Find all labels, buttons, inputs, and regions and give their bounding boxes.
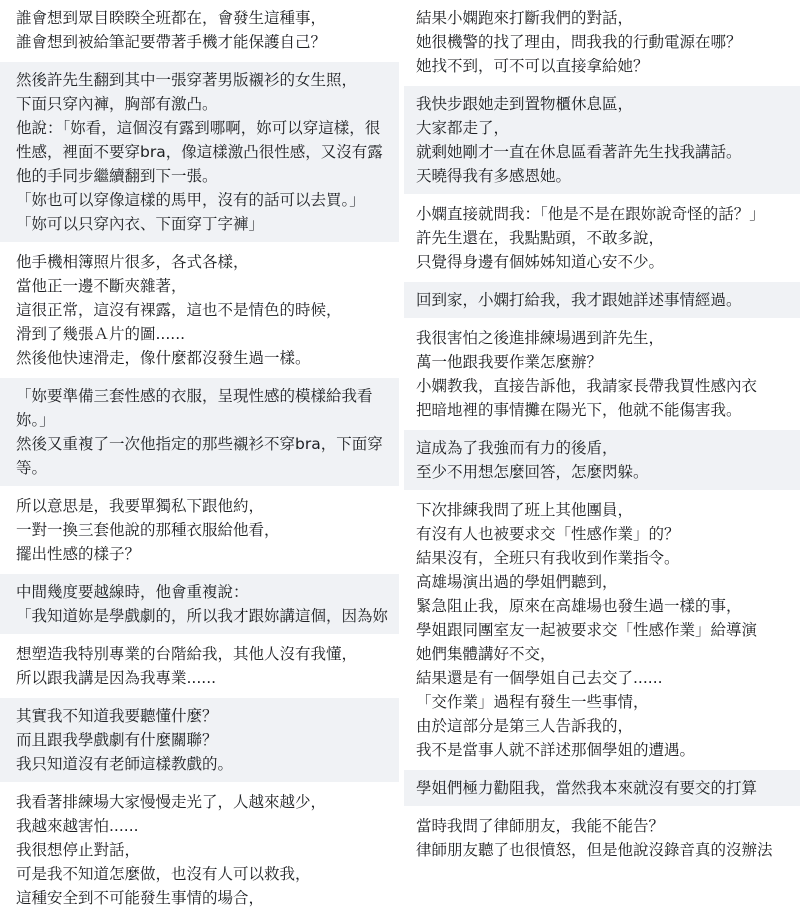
paragraph-line: 「妳要準備三套性感的衣服，呈現性感的模樣給我看 bbox=[16, 387, 373, 405]
paragraph-line: 學姐們極力勸阻我，當然我本來就沒有要交的打算 bbox=[416, 779, 758, 797]
paragraph-line: 我很想停止對話， bbox=[16, 841, 141, 859]
paragraph-line: 結果小嫻跑來打斷我們的對話， bbox=[416, 9, 634, 27]
paragraph-line: 許先生還在，我點點頭，不敢多說， bbox=[416, 229, 665, 247]
paragraph-line: 妳。」 bbox=[16, 411, 55, 429]
paragraph-line: 我只知道沒有老師這樣教戲的。 bbox=[16, 755, 234, 773]
paragraph-line: 「我知道妳是學戲劇的，所以我才跟妳講這個，因為妳 bbox=[16, 607, 389, 625]
paragraph-line: 「妳可以只穿內衣、下面穿丁字褲」 bbox=[16, 215, 265, 233]
paragraph-block bbox=[404, 430, 800, 490]
paragraph-block bbox=[0, 378, 399, 486]
paragraph-line: 她很機警的找了理由，問我我的行動電源在哪？ bbox=[416, 33, 742, 51]
paragraph-line: 我越來越害怕...... bbox=[16, 817, 139, 835]
paragraph-line: 天曉得我有多感恩她。 bbox=[416, 167, 572, 185]
paragraph-line: 「妳也可以穿像這樣的馬甲，沒有的話可以去買。」 bbox=[16, 191, 365, 209]
paragraph-line: 這很正常，這沒有裸露，這也不是情色的時候， bbox=[16, 301, 342, 319]
paragraph-block bbox=[0, 244, 399, 376]
paragraph-line: 然後他快速滑走，像什麼都沒發生過一樣。 bbox=[16, 349, 311, 367]
paragraph-line: 一對一換三套他說的那種衣服給他看， bbox=[16, 521, 280, 539]
paragraph-block bbox=[404, 0, 800, 84]
paragraph-line: 我快步跟她走到置物櫃休息區， bbox=[416, 95, 634, 113]
paragraph-line: 大家都走了， bbox=[416, 119, 510, 137]
paragraph-line: 他的手同步繼續翻到下一張。 bbox=[16, 167, 218, 185]
paragraph-line: 由於這部分是第三人告訴我的， bbox=[416, 717, 634, 735]
paragraph-line: 學姐跟同團室友一起被要求交「性感作業」給導演 bbox=[416, 621, 758, 639]
paragraph-line: 回到家，小嫻打給我，我才跟她詳述事情經過。 bbox=[416, 291, 742, 309]
paragraph-line: 律師朋友聽了也很憤怒，但是他說沒錄音真的沒辦法 bbox=[416, 841, 773, 859]
paragraph-line: 所以跟我講是因為我專業...... bbox=[16, 669, 217, 687]
paragraph-line: 當時我問了律師朋友，我能不能告？ bbox=[416, 817, 665, 835]
paragraph-line: 小嫻直接就問我：「他是不是在跟妳說奇怪的話？」 bbox=[416, 205, 765, 223]
paragraph-block bbox=[404, 808, 800, 868]
paragraph-line: 下次排練我問了班上其他團員， bbox=[416, 501, 634, 519]
paragraph-line: 我不是當事人就不詳述那個學姐的遭遇。 bbox=[416, 741, 696, 759]
paragraph-line: 然後許先生翻到其中一張穿著男版襯衫的女生照， bbox=[16, 71, 358, 89]
paragraph-line: 結果沒有，全班只有我收到作業指令。 bbox=[416, 549, 680, 567]
paragraph-line: 下面只穿內褲，胸部有激凸。 bbox=[16, 95, 218, 113]
paragraph-line: 性感，裡面不要穿bra，像這樣激凸很性感，又沒有露 bbox=[16, 143, 383, 161]
paragraph-line: 小嫻教我，直接告訴他，我請家長帶我買性感內衣 bbox=[416, 377, 758, 395]
paragraph-line: 這成為了我強而有力的後盾， bbox=[416, 439, 618, 457]
paragraph-block bbox=[404, 320, 800, 428]
paragraph-line: 然後又重複了一次他指定的那些襯衫不穿bra，下面穿 bbox=[16, 435, 383, 453]
paragraph-line: 他說：「妳看，這個沒有露到哪啊，妳可以穿這樣，很 bbox=[16, 119, 381, 137]
paragraph-line: 她們集體講好不交， bbox=[416, 645, 556, 663]
paragraph-block bbox=[404, 282, 800, 318]
paragraph-line: 當他正一邊不斷夾雜著， bbox=[16, 277, 187, 295]
paragraph-line: 其實我不知道我要聽懂什麼？ bbox=[16, 707, 218, 725]
paragraph-line: 可是我不知道怎麼做，也沒有人可以救我， bbox=[16, 865, 311, 883]
paragraph-block bbox=[0, 784, 399, 916]
paragraph-line: 緊急阻止我，原來在高雄場也發生過一樣的事， bbox=[416, 597, 742, 615]
paragraph-block bbox=[404, 492, 800, 768]
paragraph-line: 想塑造我特別專業的台階給我，其他人沒有我懂， bbox=[16, 645, 358, 663]
left-text-column bbox=[0, 0, 399, 907]
paragraph-line: 這種安全到不可能發生事情的場合， bbox=[16, 889, 265, 907]
paragraph-line: 只覺得身邊有個姊姊知道心安不少。 bbox=[416, 253, 665, 271]
paragraph-block bbox=[0, 488, 399, 572]
paragraph-line: 「交作業」過程有發生一些事情， bbox=[416, 693, 649, 711]
paragraph-line: 結果還是有一個學姐自己去交了...... bbox=[416, 669, 663, 687]
paragraph-line: 擺出性感的樣子？ bbox=[16, 545, 141, 563]
paragraph-line: 誰會想到被給筆記要帶著手機才能保護自己？ bbox=[16, 33, 327, 51]
paragraph-line: 她找不到，可不可以直接拿給她？ bbox=[416, 57, 649, 75]
right-text-column bbox=[404, 0, 800, 859]
paragraph-line: 把暗地裡的事情攤在陽光下，他就不能傷害我。 bbox=[416, 401, 742, 419]
paragraph-block bbox=[0, 698, 399, 782]
paragraph-block bbox=[404, 86, 800, 194]
paragraph-line: 所以意思是，我要單獨私下跟他約， bbox=[16, 497, 265, 515]
paragraph-line: 萬一他跟我要作業怎麼辦？ bbox=[416, 353, 603, 371]
paragraph-block bbox=[0, 62, 399, 242]
paragraph-block bbox=[0, 0, 399, 60]
paragraph-block bbox=[0, 636, 399, 696]
paragraph-line: 而且跟我學戲劇有什麼關聯？ bbox=[16, 731, 218, 749]
paragraph-block bbox=[0, 574, 399, 634]
paragraph-block bbox=[404, 770, 800, 806]
paragraph-line: 高雄場演出過的學姐們聽到， bbox=[416, 573, 618, 591]
paragraph-line: 誰會想到眾目睽睽全班都在，會發生這種事， bbox=[16, 9, 327, 27]
paragraph-line: 中間幾度要越線時，他會重複說： bbox=[16, 583, 249, 601]
paragraph-line: 至少不用想怎麼回答，怎麼閃躲。 bbox=[416, 463, 649, 481]
paragraph-line: 等。 bbox=[16, 459, 48, 477]
paragraph-line: 就剩她剛才一直在休息區看著許先生找我講話。 bbox=[416, 143, 742, 161]
paragraph-line: 有沒有人也被要求交「性感作業」的？ bbox=[416, 525, 680, 543]
paragraph-line: 我看著排練場大家慢慢走光了，人越來越少， bbox=[16, 793, 327, 811]
paragraph-line: 我很害怕之後進排練場遇到許先生， bbox=[416, 329, 665, 347]
paragraph-block bbox=[404, 196, 800, 280]
paragraph-line: 他手機相簿照片很多，各式各樣， bbox=[16, 253, 249, 271]
paragraph-line: 滑到了幾張Ａ片的圖...... bbox=[16, 325, 186, 343]
